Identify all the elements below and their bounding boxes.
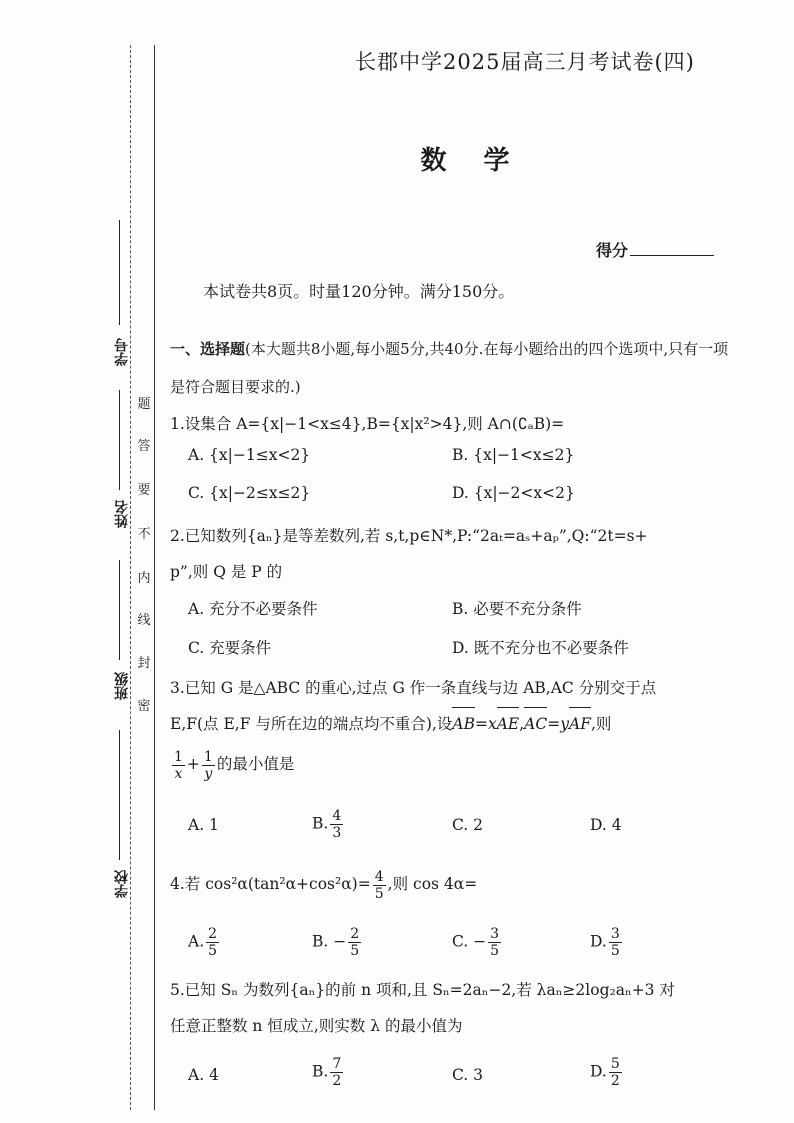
seal-char: 线 xyxy=(137,613,151,628)
option-b[interactable]: B. $\frac{7}{2}$ xyxy=(312,1056,342,1089)
question-number: 1. xyxy=(170,415,185,433)
seal-char: 不 xyxy=(137,527,151,542)
option-c[interactable]: C. {x|−2≤x≤2} xyxy=(188,484,311,502)
field-underline xyxy=(119,730,120,860)
stem-text: ,则 cos 4α= xyxy=(387,875,478,893)
option-d[interactable]: D. $\frac{3}{5}$ xyxy=(590,926,620,959)
question-stem-line1: 已知数列{aₙ}是等差数列,若 s,t,p∈N*,P:“2aₜ=aₛ+aₚ”,Q:“2t=s+ xyxy=(184,527,648,545)
fraction: $\frac{1}{y}$ xyxy=(203,748,213,782)
option-a[interactable]: A. 1 xyxy=(188,816,219,834)
question-4 xyxy=(170,866,725,902)
question-stem-line1: 已知 Sₙ 为数列{aₙ}的前 n 项和,且 Sₙ=2aₙ−2,若 λaₙ≥2log₂aₙ+3 对 xyxy=(184,981,675,999)
question-stem-line2: E,F(点 E,F 与所在边的端点均不重合),设AB=xAE,AC=yAF,则 xyxy=(170,706,725,742)
question-5 xyxy=(170,972,725,1044)
stem-text: E,F(点 E,F 与所在边的端点均不重合),设 xyxy=(170,715,453,733)
question-3 xyxy=(170,670,725,782)
option-a[interactable]: A. {x|−1≤x<2} xyxy=(188,446,311,464)
score-field xyxy=(596,238,714,261)
score-blank[interactable] xyxy=(630,241,714,256)
option-d[interactable]: D. $\frac{5}{2}$ xyxy=(590,1056,620,1089)
question-stem-line2: 任意正整数 n 恒成立,则实数 λ 的最小值为 xyxy=(170,1017,463,1035)
field-name[interactable] xyxy=(110,390,132,550)
vector-af: AF xyxy=(569,706,591,742)
option-a[interactable]: A. 4 xyxy=(188,1066,219,1084)
vector-ac: AC xyxy=(524,706,547,742)
option-label: B. xyxy=(312,814,329,833)
seal-char: 题 xyxy=(137,397,151,412)
question-stem: 设集合 A={x|−1<x≤4},B={x|x²>4},则 A∩(∁ₐB)= xyxy=(184,415,565,433)
fraction: $\frac{4}{5}$ xyxy=(374,868,384,902)
field-underline xyxy=(119,560,120,660)
question-number: 3. xyxy=(170,679,185,697)
section-heading xyxy=(170,330,730,406)
option-c[interactable]: C. − $\frac{3}{5}$ xyxy=(452,926,500,959)
question-number: 4. xyxy=(170,875,185,893)
question-stem-line3: $\frac{1}{x}$ + $\frac{1}{y}$ 的最小值是 xyxy=(174,748,295,782)
seal-char: 答 xyxy=(137,439,151,454)
option-b[interactable]: B. − $\frac{2}{5}$ xyxy=(312,926,360,959)
vector-ab: AB xyxy=(452,706,475,742)
field-label: 学号 xyxy=(114,338,130,366)
exam-info: 本试卷共8页。时量120分钟。满分150分。 xyxy=(203,282,515,301)
field-underline xyxy=(119,220,120,325)
field-label: 班级 xyxy=(114,672,130,700)
page-title: 数 学 xyxy=(420,146,524,176)
field-label: 学校 xyxy=(114,870,130,898)
option-b[interactable]: B. 必要不充分条件 xyxy=(452,600,582,618)
question-number: 5. xyxy=(170,981,185,999)
field-underline xyxy=(119,390,120,490)
seal-char: 密 xyxy=(137,699,151,714)
fraction: $\frac{1}{x}$ xyxy=(174,748,183,782)
fraction: $\frac{4}{3}$ xyxy=(332,808,342,841)
option-b[interactable] xyxy=(312,808,345,841)
field-class[interactable] xyxy=(110,560,132,720)
option-d[interactable]: D. 既不充分也不必要条件 xyxy=(452,639,629,657)
option-d[interactable]: D. 4 xyxy=(590,816,622,834)
exam-header: 长郡中学2025届高三月考试卷(四) xyxy=(355,50,695,74)
stem-text: 的最小值是 xyxy=(216,755,295,773)
question-1 xyxy=(170,406,725,442)
option-d[interactable]: D. {x|−2<x<2} xyxy=(452,484,575,502)
field-student-id[interactable] xyxy=(110,220,132,380)
score-label: 得分 xyxy=(596,241,629,260)
section-title: 一、选择题 xyxy=(170,340,246,358)
question-stem-line1: 已知 G 是△ABC 的重心,过点 G 作一条直线与边 AB,AC 分别交于点 xyxy=(184,679,657,697)
question-number: 2. xyxy=(170,527,185,545)
option-c[interactable]: C. 2 xyxy=(452,816,484,834)
option-c[interactable]: C. 充要条件 xyxy=(188,639,272,657)
vector-ae: AE xyxy=(497,706,520,742)
option-a[interactable]: A. $\frac{2}{5}$ xyxy=(188,926,218,959)
section-note: (本大题共8小题,每小题5分,共40分.在每小题给出的四个选项中,只有一项是符合题目要求的.) xyxy=(170,340,729,396)
option-a[interactable]: A. 充分不必要条件 xyxy=(188,600,318,618)
question-2 xyxy=(170,518,725,590)
seal-char: 要 xyxy=(137,483,151,498)
field-school[interactable] xyxy=(110,730,132,920)
option-c[interactable]: C. 3 xyxy=(452,1066,484,1084)
stem-text: 若 cos²α(tan²α+cos²α)= xyxy=(184,875,371,893)
option-b[interactable]: B. {x|−1<x≤2} xyxy=(452,446,575,464)
question-stem-line2: p”,则 Q 是 P 的 xyxy=(170,563,283,581)
field-label: 姓名 xyxy=(114,500,130,528)
seal-line xyxy=(154,45,155,1110)
seal-char: 封 xyxy=(137,656,151,671)
seal-char: 内 xyxy=(137,571,151,586)
